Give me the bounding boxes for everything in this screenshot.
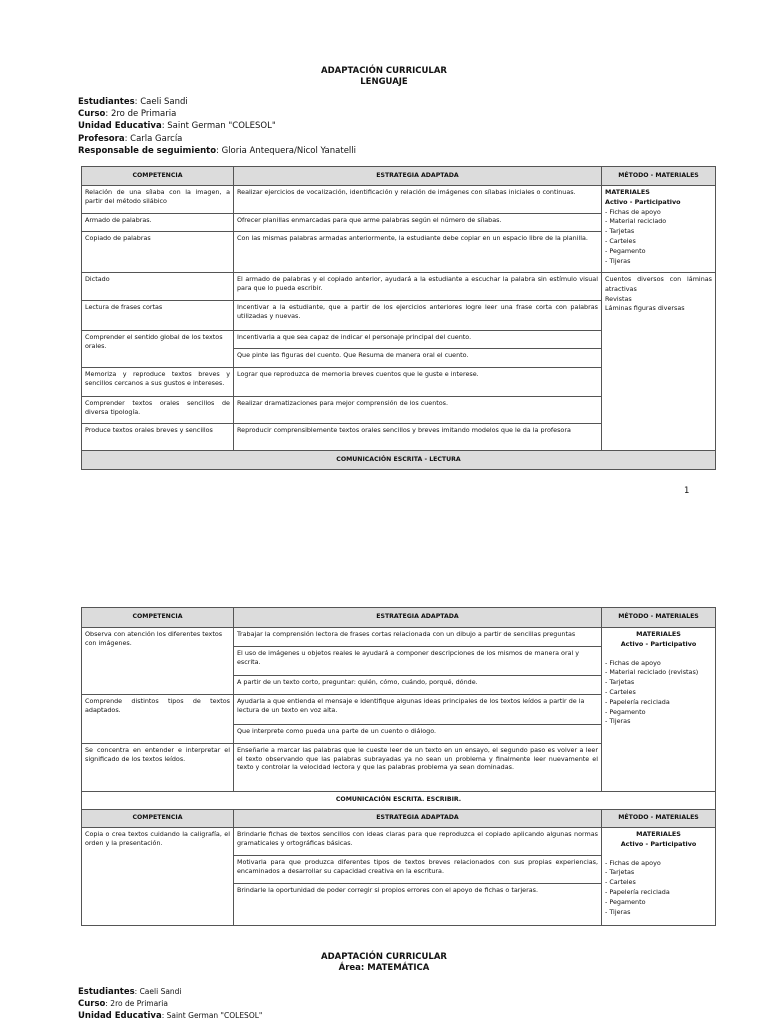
table-row [82, 628, 716, 647]
estrategia-cell: El armado de palabras y el copiado anterior, ayudará a la estudiante a escuchar la palabra sin estímulo visual para que lo pueda escribir. [234, 273, 602, 301]
estrategia-cell: Ayudarla a que entienda el mensaje e identifique algunas ideas principales de los textos leídos a partir de la lectura de un texto en voz alta. [234, 695, 602, 725]
competencia-cell: Memoriza y reproduce textos breves y sencillos cercanos a sus gustos e intereses. [82, 368, 234, 397]
adaptation-table-lenguaje [81, 166, 716, 470]
document-subtitle: LENGUAJE [360, 77, 408, 87]
adaptation-table-lectura [81, 607, 716, 926]
document-subtitle: Área: MATEMÁTICA [338, 963, 430, 973]
competencia-cell: Comprender textos orales sencillos de diversa tipología. [82, 397, 234, 424]
header-estrategia: ESTRATEGIA ADAPTADA [234, 608, 602, 628]
student-info [78, 986, 262, 1022]
competencia-cell: Observa con atención los diferentes textos con imágenes. [82, 628, 234, 695]
competencia-cell: Armado de palabras. [82, 214, 234, 232]
document-title: ADAPTACIÓN CURRICULAR [321, 66, 447, 76]
header-estrategia: ESTRATEGIA ADAPTADA [234, 167, 602, 186]
table-row [82, 186, 716, 214]
estrategia-cell: A partir de un texto corto, preguntar: quién, cómo, cuándo, porqué, dónde. [234, 676, 602, 695]
document-title: ADAPTACIÓN CURRICULAR [321, 952, 447, 962]
competencia-cell: Lectura de frases cortas [82, 301, 234, 331]
estrategia-cell: Brindarle la oportunidad de poder corregir si propios errores con el apoyo de fichas o tarjeras. [234, 884, 602, 926]
estrategia-cell: Incentivar a la estudiante, que a partir de los ejercicios anteriores logre leer una frase corta con palabras utilizadas y nuevas. [234, 301, 602, 331]
info-students: Estudiantes: Caeli Sandi [78, 987, 182, 997]
info-course: Curso: 2ro de Primaria [78, 999, 168, 1009]
competencia-cell: Comprende distintos tipos de textos adaptados. [82, 695, 234, 744]
header-competencia: COMPETENCIA [82, 810, 234, 828]
estrategia-cell: Enseñarle a marcar las palabras que le cueste leer de un texto en un ensayo, el segundo paso es volver a leer el texto observando que las palabras subrayadas ya no sean un problema y finalmente leer nuevamente el texto y controlar la velocidad lectora y que las palabras problema ya sean dominadas. [234, 744, 602, 792]
materials-cell: Cuentos diversos con láminas atractivas Revistas Láminas figuras diversas [602, 273, 716, 451]
competencia-cell: Comprender el sentido global de los textos orales. [82, 331, 234, 368]
header-metodo: MÉTODO - MATERIALES [602, 608, 716, 628]
materials-cell: MATERIALES Activo - Participativo - Fichas de apoyo - Material reciclado - Tarjetas - Carteles - Pegamento - Tijeras [602, 186, 716, 273]
materials-cell: MATERIALES Activo - Participativo - Fichas de apoyo - Tarjetas - Carteles - Papelería reciclada - Pegamento - Tijeras [602, 828, 716, 926]
estrategia-cell: Reproducir comprensiblemente textos orales sencillos y breves imitando modelos que le da la profesora [234, 424, 602, 451]
estrategia-cell: El uso de imágenes u objetos reales le ayudará a componer descripciones de los mismos de manera oral y escrita. [234, 647, 602, 676]
estrategia-cell: Brindarle fichas de textos sencillos con ideas claras para que reproduzca el copiado aplicando algunas normas gramaticales y ortográficas básicas. [234, 828, 602, 856]
estrategia-cell: Realizar dramatizaciones para mejor comprensión de los cuentos. [234, 397, 602, 424]
info-students: Estudiantes: Caeli Sandi [78, 97, 188, 107]
header-estrategia: ESTRATEGIA ADAPTADA [234, 810, 602, 828]
header-competencia: COMPETENCIA [82, 608, 234, 628]
competencia-cell: Se concentra en entender e interpretar el significado de los textos leídos. [82, 744, 234, 792]
competencia-cell: Produce textos orales breves y sencillos [82, 424, 234, 451]
competencia-cell: Dictado [82, 273, 234, 301]
estrategia-cell: Que pinte las figuras del cuento. Que Resuma de manera oral el cuento. [234, 349, 602, 368]
estrategia-cell: Lograr que reproduzca de memoria breves cuentos que le guste e interese. [234, 368, 602, 397]
estrategia-cell: Trabajar la comprensión lectora de frases cortas relacionada con un dibujo a partir de sencillas preguntas [234, 628, 602, 647]
info-responsible: Responsable de seguimiento: Gloria Antequera/Nicol Yanatelli [78, 145, 357, 156]
header-competencia: COMPETENCIA [82, 167, 234, 186]
estrategia-cell: Incentivarla a que sea capaz de indicar el personaje principal del cuento. [234, 331, 602, 349]
competencia-cell: Copiado de palabras [82, 232, 234, 273]
info-school: Unidad Educativa: Saint German "COLESOL" [78, 1011, 263, 1021]
header-metodo: MÉTODO - MATERIALES [602, 810, 716, 828]
estrategia-cell: Ofrecer planillas enmarcadas para que arme palabras según el número de sílabas. [234, 214, 602, 232]
info-school: Unidad Educativa: Saint German "COLESOL" [78, 121, 276, 132]
table-row [82, 273, 716, 301]
section-band-lectura: COMUNICACIÓN ESCRITA - LECTURA [82, 451, 716, 470]
estrategia-cell: Motivarla para que produzca diferentes tipos de textos breves relacionados con sus propias experiencias, encaminados a desarrollar su capacidad creativa en la escritura. [234, 856, 602, 884]
info-course: Curso: 2ro de Primaria [78, 109, 177, 120]
section-band-escribir: COMUNICACIÓN ESCRITA. ESCRIBIR. [82, 792, 716, 810]
student-info [78, 96, 356, 157]
header-metodo: MÉTODO - MATERIALES [602, 167, 716, 186]
estrategia-cell: Realizar ejercicios de vocalización, identificación y relación de imágenes con sílabas iniciales o continuas. [234, 186, 602, 214]
competencia-cell: Copia o crea textos cuidando la caligrafía, el orden y la presentación. [82, 828, 234, 926]
competencia-cell: Relación de una sílaba con la imagen, a partir del método silábico [82, 186, 234, 214]
info-teacher: Profesora: Carla García [78, 133, 183, 144]
page-number: 1 [684, 486, 690, 496]
estrategia-cell: Que interprete como pueda una parte de un cuento o diálogo. [234, 725, 602, 744]
table-row [82, 828, 716, 856]
estrategia-cell: Con las mismas palabras armadas anteriormente, la estudiante debe copiar en un espacio libre de la planilla. [234, 232, 602, 273]
materials-cell: MATERIALES Activo - Participativo - Fichas de apoyo - Material reciclado (revistas) - Tarjetas - Carteles - Papelería reciclada - Pegamento - Tijeras [602, 628, 716, 792]
